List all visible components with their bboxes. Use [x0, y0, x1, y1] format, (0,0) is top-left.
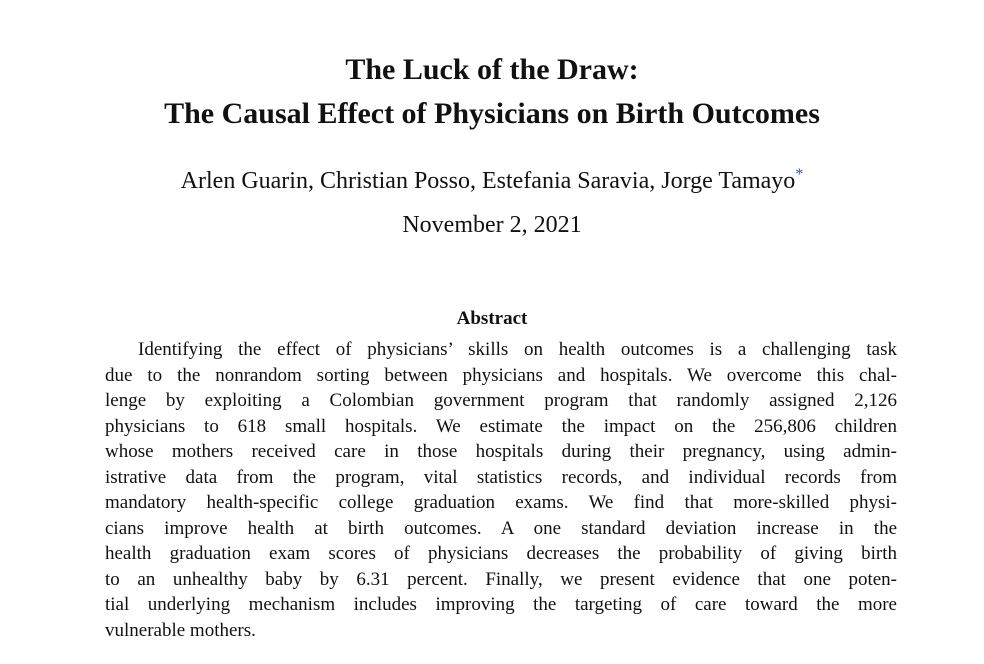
paper-title [0, 48, 984, 136]
abstract-line: health graduation exam scores of physicians decreases the probability of giving birth [105, 543, 897, 564]
author-list [0, 158, 984, 198]
title-line-1: The Luck of the Draw: [345, 53, 639, 86]
abstract-line: Identifying the effect of physicians’ skills on health outcomes is a challenging task [138, 339, 897, 360]
abstract-line: tial underlying mechanism includes improving the targeting of care toward the more [105, 594, 897, 615]
abstract-line: whose mothers received care in those hospitals during their pregnancy, using admin- [105, 441, 897, 462]
abstract-heading: Abstract [456, 308, 528, 329]
publication-date: November 2, 2021 [402, 212, 582, 238]
abstract-line: physicians to 618 small hospitals. We estimate the impact on the 256,806 children [105, 415, 897, 437]
abstract-line: due to the nonrandom sorting between physicians and hospitals. We overcome this chal- [105, 364, 897, 386]
abstract-line: cians improve health at birth outcomes. A one standard deviation increase in the [105, 517, 897, 539]
abstract-line: lenge by exploiting a Colombian government program that randomly assigned 2,126 [105, 390, 897, 411]
abstract-line: vulnerable mothers. [105, 619, 256, 641]
author-names: Arlen Guarin, Christian Posso, Estefania Saravia, Jorge Tamayo [180, 168, 796, 194]
title-line-2: The Causal Effect of Physicians on Birth Outcomes [164, 97, 820, 130]
abstract-line: mandatory health-specific college graduation exams. We find that more-skilled physi- [105, 492, 897, 513]
author-footnote-link[interactable]: * [795, 166, 804, 183]
abstract-body [105, 337, 897, 643]
abstract-line: istrative data from the program, vital statistics records, and individual records from [105, 466, 897, 488]
abstract-line: to an unhealthy baby by 6.31 percent. Finally, we present evidence that one poten- [105, 568, 897, 590]
